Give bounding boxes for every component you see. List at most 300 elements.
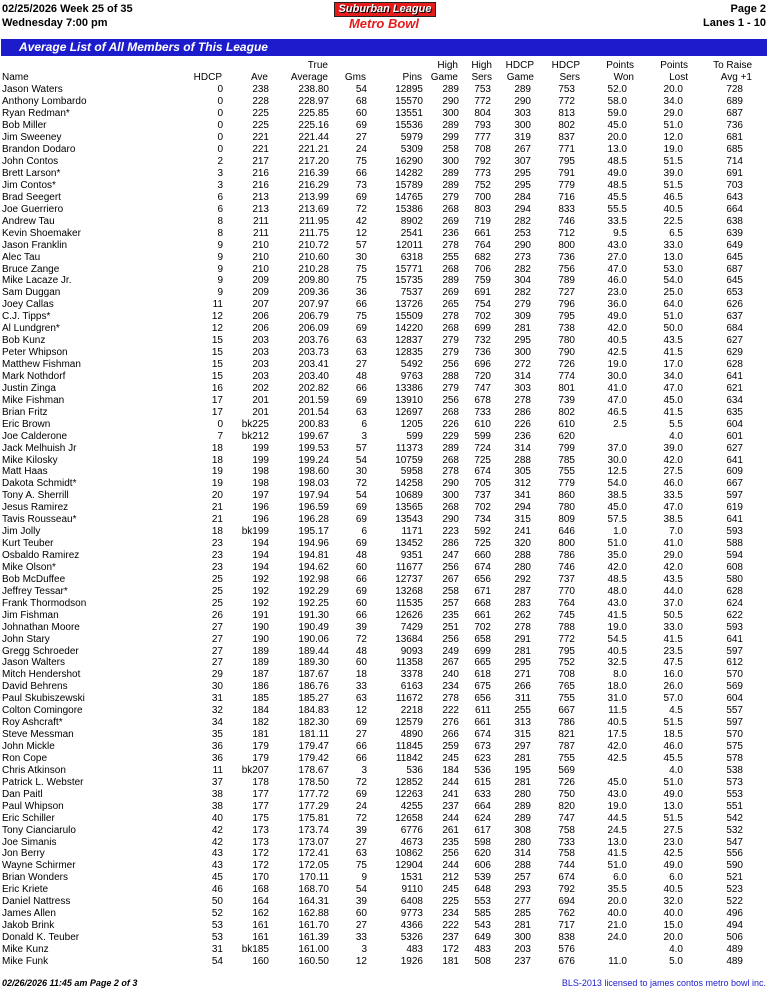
table-cell: 278 [514, 394, 531, 406]
table-cell: 40 [211, 812, 223, 824]
table-cell: 6 [361, 418, 367, 430]
table-cell: Jim Sweeney [2, 132, 62, 144]
table-cell: 247 [442, 550, 459, 562]
table-cell: 33 [355, 681, 367, 693]
table-cell: 284 [514, 191, 531, 203]
table-row [2, 430, 743, 442]
table-cell: 201.54 [298, 406, 329, 418]
table-row [2, 681, 743, 693]
table-cell: 315 [514, 729, 531, 741]
table-row [2, 788, 743, 800]
table-cell: 547 [726, 836, 743, 848]
table-cell: 15 [211, 359, 223, 371]
table-cell: 69 [355, 788, 367, 800]
table-cell: 687 [726, 263, 743, 275]
table-cell: 570 [726, 669, 743, 681]
table-cell: 198 [252, 466, 269, 478]
table-cell: 191.30 [298, 609, 329, 621]
table-cell: 789 [558, 275, 575, 287]
table-cell: 51.0 [663, 776, 683, 788]
col-gms: Gms [344, 72, 366, 83]
table-cell: 42.0 [607, 741, 627, 753]
table-cell: 3 [217, 179, 223, 191]
table-cell: 194 [252, 538, 269, 550]
table-cell: 708 [474, 144, 491, 156]
table-cell: Mitch Hendershot [2, 669, 81, 681]
table-cell: 41.5 [663, 347, 683, 359]
table-cell: 521 [726, 872, 743, 884]
table-cell: 49.0 [663, 788, 683, 800]
table-cell: 15 [211, 370, 223, 382]
table-cell: 236 [442, 227, 459, 239]
table-cell: 3 [361, 430, 367, 442]
table-cell: 553 [474, 896, 491, 908]
table-row [2, 418, 743, 430]
table-cell: 12 [355, 705, 367, 717]
table-row [2, 299, 743, 311]
table-cell: 189 [252, 645, 269, 657]
table-cell: 69 [355, 394, 367, 406]
table-cell: 300 [514, 120, 531, 132]
table-cell: 6318 [400, 251, 423, 263]
table-cell: 820 [558, 800, 575, 812]
table-cell: 210 [252, 239, 269, 251]
table-cell: 13268 [395, 585, 423, 597]
table-cell: 267 [442, 573, 459, 585]
table-cell: 18.0 [607, 681, 627, 693]
table-cell: 522 [726, 896, 743, 908]
table-cell: 46.5 [663, 191, 683, 203]
table-cell: 273 [514, 251, 531, 263]
table-cell [575, 430, 627, 442]
table-cell: Frank Thormodson [2, 597, 87, 609]
table-cell: 726 [558, 776, 575, 788]
table-cell: 40.5 [607, 335, 627, 347]
table-cell: 753 [558, 84, 575, 96]
table-cell: 175.81 [298, 812, 329, 824]
table-cell: 736 [474, 347, 491, 359]
table-cell: 194 [252, 561, 269, 573]
table-cell: 48 [355, 370, 367, 382]
table-cell: 37.0 [607, 442, 627, 454]
table-cell: 621 [726, 382, 743, 394]
table-cell: 161.39 [298, 932, 329, 944]
table-cell: 42.5 [607, 347, 627, 359]
table-cell: 266 [442, 729, 459, 741]
table-cell: Bruce Zange [2, 263, 60, 275]
table-cell: 24.0 [607, 932, 627, 944]
table-cell: 626 [726, 299, 743, 311]
table-cell: 629 [726, 347, 743, 359]
table-cell: 48.5 [607, 573, 627, 585]
table-cell: bk212 [241, 430, 269, 442]
table-cell: 597 [726, 490, 743, 502]
table-cell: 199.67 [298, 430, 329, 442]
table-cell: 59.0 [607, 108, 627, 120]
table-cell: 35 [211, 729, 223, 741]
table-cell: John Stary [2, 633, 50, 645]
table-cell: 16290 [395, 156, 423, 168]
table-cell: 164.31 [298, 896, 329, 908]
table-cell: 779 [558, 179, 575, 191]
table-cell: 213.99 [298, 191, 329, 203]
table-cell: 72 [355, 478, 367, 490]
table-cell: 225.85 [298, 108, 329, 120]
table-cell: 601 [726, 430, 743, 442]
table-cell: 758 [558, 824, 575, 836]
table-cell: 269 [442, 215, 459, 227]
table-cell: 8 [217, 227, 223, 239]
table-row [2, 251, 743, 263]
table-cell: 181 [252, 729, 269, 741]
table-cell: 4.0 [669, 764, 683, 776]
col-high-sers-1: High [471, 60, 492, 71]
table-cell: 6 [217, 191, 223, 203]
table-cell: 575 [726, 741, 743, 753]
table-cell: 29 [211, 669, 223, 681]
table-cell: 681 [726, 132, 743, 144]
table-cell: 578 [726, 752, 743, 764]
table-cell: 791 [558, 168, 575, 180]
table-cell: 202 [252, 382, 269, 394]
table-cell: 557 [726, 705, 743, 717]
table-cell: 675 [474, 681, 491, 693]
table-cell: 689 [726, 96, 743, 108]
table-cell: 717 [558, 920, 575, 932]
table-cell: 258 [442, 585, 459, 597]
table-cell: 10862 [395, 848, 423, 860]
table-cell: 11845 [395, 741, 423, 753]
table-cell: 198.03 [298, 478, 329, 490]
table-cell: 35.0 [607, 550, 627, 562]
printed-timestamp: 02/26/2026 11:45 am Page 2 of 3 [2, 978, 138, 988]
table-cell: 696 [474, 359, 491, 371]
table-cell: 33.5 [607, 215, 627, 227]
table-cell: 737 [474, 490, 491, 502]
table-row [2, 108, 743, 120]
table-cell: 703 [726, 179, 743, 191]
table-cell: 755 [558, 693, 575, 705]
table-cell: 213.69 [298, 203, 329, 215]
table-cell: 36 [211, 741, 223, 753]
table-cell: 809 [558, 514, 575, 526]
table-cell: 15735 [395, 275, 423, 287]
table-cell: 203 [514, 943, 531, 955]
table-cell: 691 [474, 287, 491, 299]
table-cell: 24 [355, 800, 367, 812]
table-cell: 0 [217, 120, 223, 132]
table-cell: 42.0 [607, 561, 627, 573]
table-row [2, 800, 743, 812]
table-cell: 52 [211, 908, 223, 920]
table-cell: 235 [442, 609, 459, 621]
table-cell: 702 [474, 311, 491, 323]
table-row [2, 908, 743, 920]
table-cell: 160 [252, 955, 269, 967]
table-cell: 664 [726, 203, 743, 215]
table-cell: 172.05 [298, 860, 329, 872]
table-cell: 54 [355, 884, 367, 896]
table-cell: 15 [211, 335, 223, 347]
table-cell: 13386 [395, 382, 423, 394]
table-cell: 747 [474, 382, 491, 394]
table-cell: 303 [514, 382, 531, 394]
table-row [2, 621, 743, 633]
table-cell: 10689 [395, 490, 423, 502]
table-cell: 294 [514, 203, 531, 215]
table-cell: 60 [355, 657, 367, 669]
table-cell: 790 [558, 347, 575, 359]
table-cell: 289 [442, 442, 459, 454]
table-cell: 11 [212, 764, 223, 776]
table-cell: 684 [726, 323, 743, 335]
table-row [2, 84, 743, 96]
table-row [2, 371, 743, 383]
table-cell: Gregg Schroeder [2, 645, 79, 657]
table-cell: 64.0 [663, 299, 683, 311]
table-cell: 222 [442, 920, 459, 932]
table-cell: 9 [217, 287, 223, 299]
table-row [2, 156, 743, 168]
table-cell: 268 [442, 502, 459, 514]
table-row [2, 705, 743, 717]
table-cell: 739 [558, 394, 575, 406]
table-cell: Johnathan Moore [2, 621, 80, 633]
table-cell: Joe Simanis [2, 836, 57, 848]
table-cell: 42 [211, 824, 223, 836]
table-cell: Jason Waters [2, 84, 63, 96]
table-cell: 203.73 [298, 347, 329, 359]
table-cell: 30 [355, 251, 367, 263]
table-row [2, 394, 743, 406]
table-cell: 6 [217, 203, 223, 215]
table-cell: 536 [406, 764, 423, 776]
table-row [2, 955, 743, 967]
date-week-label: 02/25/2026 Week 25 of 35 [2, 3, 133, 15]
table-cell: 241 [514, 526, 531, 538]
table-cell: 281 [514, 776, 531, 788]
table-cell: 198.60 [298, 466, 329, 478]
table-cell: 20.0 [663, 932, 683, 944]
table-cell: 708 [558, 669, 575, 681]
table-cell: 624 [726, 597, 743, 609]
page-number: Page 2 [730, 3, 766, 15]
table-cell: 49.0 [607, 168, 627, 180]
table-cell: 281 [514, 752, 531, 764]
table-cell: 786 [558, 550, 575, 562]
table-cell: 43 [211, 860, 223, 872]
table-cell: 47.0 [607, 263, 627, 275]
table-cell: 608 [726, 561, 743, 573]
table-cell: 1205 [400, 418, 423, 430]
table-cell: 30.0 [607, 370, 627, 382]
table-row [2, 287, 743, 299]
table-cell: 72 [355, 812, 367, 824]
table-cell: 788 [558, 621, 575, 633]
table-cell: 551 [726, 800, 743, 812]
table-cell: 60 [355, 561, 367, 573]
table-cell: 27 [211, 621, 223, 633]
table-cell: 238.80 [298, 84, 329, 96]
table-cell: 573 [726, 776, 743, 788]
table-cell: 54 [211, 955, 223, 967]
table-cell: 315 [514, 514, 531, 526]
table-cell: 192 [252, 585, 269, 597]
table-cell: 238 [252, 84, 269, 96]
table-cell: 42.0 [663, 561, 683, 573]
table-cell: 290 [442, 96, 459, 108]
table-cell: 1926 [400, 955, 423, 967]
table-cell: 667 [558, 705, 575, 717]
table-cell: 756 [558, 263, 575, 275]
table-cell: 23 [211, 550, 223, 562]
table-cell: 173.07 [298, 836, 329, 848]
table-cell: 13565 [395, 502, 423, 514]
table-cell: 637 [726, 311, 743, 323]
table-cell: 13.0 [607, 144, 627, 156]
table-cell: 69 [355, 323, 367, 335]
table-cell: 41.0 [607, 382, 627, 394]
table-cell: 838 [558, 932, 575, 944]
table-cell: Jim Fishman [2, 609, 59, 621]
table-cell: 63 [355, 406, 367, 418]
table-cell: 287 [514, 585, 531, 597]
table-cell: 271 [514, 669, 531, 681]
table-cell: 759 [474, 275, 491, 287]
table-cell: 192.25 [298, 597, 329, 609]
table-cell: 48 [355, 645, 367, 657]
table-cell: 649 [474, 932, 491, 944]
table-cell: 699 [474, 323, 491, 335]
table-cell: 4.5 [669, 705, 683, 717]
table-cell: 9093 [400, 645, 423, 657]
table-cell: 622 [726, 609, 743, 621]
table-cell: 178 [252, 776, 269, 788]
table-cell: 177.72 [298, 788, 329, 800]
table-cell: 277 [514, 896, 531, 908]
table-cell: 40.5 [607, 645, 627, 657]
table-cell: 179 [252, 752, 269, 764]
table-cell: 12 [211, 323, 223, 335]
table-cell: 244 [442, 776, 459, 788]
table-cell: 54 [355, 84, 367, 96]
col-name: Name [2, 72, 29, 83]
table-cell: 289 [442, 179, 459, 191]
table-cell: 795 [558, 645, 575, 657]
table-cell: Kevin Shoemaker [2, 227, 81, 239]
table-cell: 6 [361, 526, 367, 538]
table-cell: 658 [474, 633, 491, 645]
table-cell: 320 [514, 538, 531, 550]
table-cell: 694 [558, 896, 575, 908]
table-cell: 18 [355, 669, 367, 681]
table-cell: 257 [514, 872, 531, 884]
table-row [2, 812, 743, 824]
table-cell: 164 [252, 896, 269, 908]
table-cell: 726 [558, 359, 575, 371]
table-cell: 17.5 [607, 729, 627, 741]
table-cell: 162 [252, 908, 269, 920]
table-cell: 724 [474, 442, 491, 454]
table-cell: 201 [252, 406, 269, 418]
table-cell: Mike Kilosky [2, 454, 58, 466]
table-cell: 649 [726, 239, 743, 251]
table-cell: 6776 [400, 824, 423, 836]
table-cell: 9351 [400, 550, 423, 562]
table-cell: 43.5 [663, 573, 683, 585]
table-cell: 289 [514, 84, 531, 96]
table-cell: 12658 [395, 812, 423, 824]
table-cell: 25 [211, 573, 223, 585]
table-row [2, 717, 743, 729]
table-cell: 259 [442, 741, 459, 753]
table-cell: 19 [211, 478, 223, 490]
table-cell: 25 [211, 597, 223, 609]
table-cell: 300 [442, 156, 459, 168]
table-cell: 189 [252, 657, 269, 669]
table-cell: 210.60 [298, 251, 329, 263]
table-cell: 12011 [395, 239, 423, 251]
table-cell: Jim Contos* [2, 179, 56, 191]
table-cell: 15509 [395, 311, 423, 323]
table-cell: 7429 [400, 621, 423, 633]
table-cell: 37 [211, 776, 223, 788]
table-cell: 278 [442, 311, 459, 323]
table-cell: 593 [726, 621, 743, 633]
table-cell: 34.0 [663, 96, 683, 108]
table-cell: Steve Messman [2, 729, 74, 741]
table-cell: 60 [355, 597, 367, 609]
table-cell: 656 [474, 693, 491, 705]
table-cell: 177.29 [298, 800, 329, 812]
table-cell: 483 [406, 943, 423, 955]
table-cell: 225 [442, 896, 459, 908]
table-cell: 753 [474, 84, 491, 96]
table-cell: 25.0 [663, 287, 683, 299]
table-cell: 206.79 [298, 311, 329, 323]
table-cell: 177 [252, 788, 269, 800]
table-row [2, 132, 743, 144]
table-cell: Bob Kunz [2, 335, 46, 347]
table-cell: 66 [355, 168, 367, 180]
table-cell: 256 [442, 561, 459, 573]
table-cell: 610 [558, 418, 575, 430]
table-cell: 295 [514, 335, 531, 347]
table-cell: 2 [217, 156, 223, 168]
table-row [2, 263, 743, 275]
table-cell: 764 [558, 597, 575, 609]
table-cell: 1171 [401, 526, 423, 538]
table-cell: 51.0 [607, 860, 627, 872]
table-cell: Colton Comingore [2, 705, 83, 717]
table-cell: 211.95 [299, 215, 329, 227]
section-title-bar: Average List of All Members of This League [1, 39, 767, 56]
table-cell: 15 [211, 347, 223, 359]
table-cell: 13.0 [663, 251, 683, 263]
table-cell: 228 [252, 96, 269, 108]
table-cell: 57.5 [607, 514, 627, 526]
table-cell: 40.0 [663, 908, 683, 920]
table-cell: 23.5 [663, 645, 683, 657]
table-cell: 186 [252, 681, 269, 693]
table-row [2, 311, 743, 323]
table-row [2, 645, 743, 657]
table-cell: 4.0 [669, 943, 683, 955]
table-cell: 182.30 [298, 717, 329, 729]
table-cell: 21.0 [607, 920, 627, 932]
table-cell: 5958 [400, 466, 423, 478]
table-cell: Matt Haas [2, 466, 48, 478]
